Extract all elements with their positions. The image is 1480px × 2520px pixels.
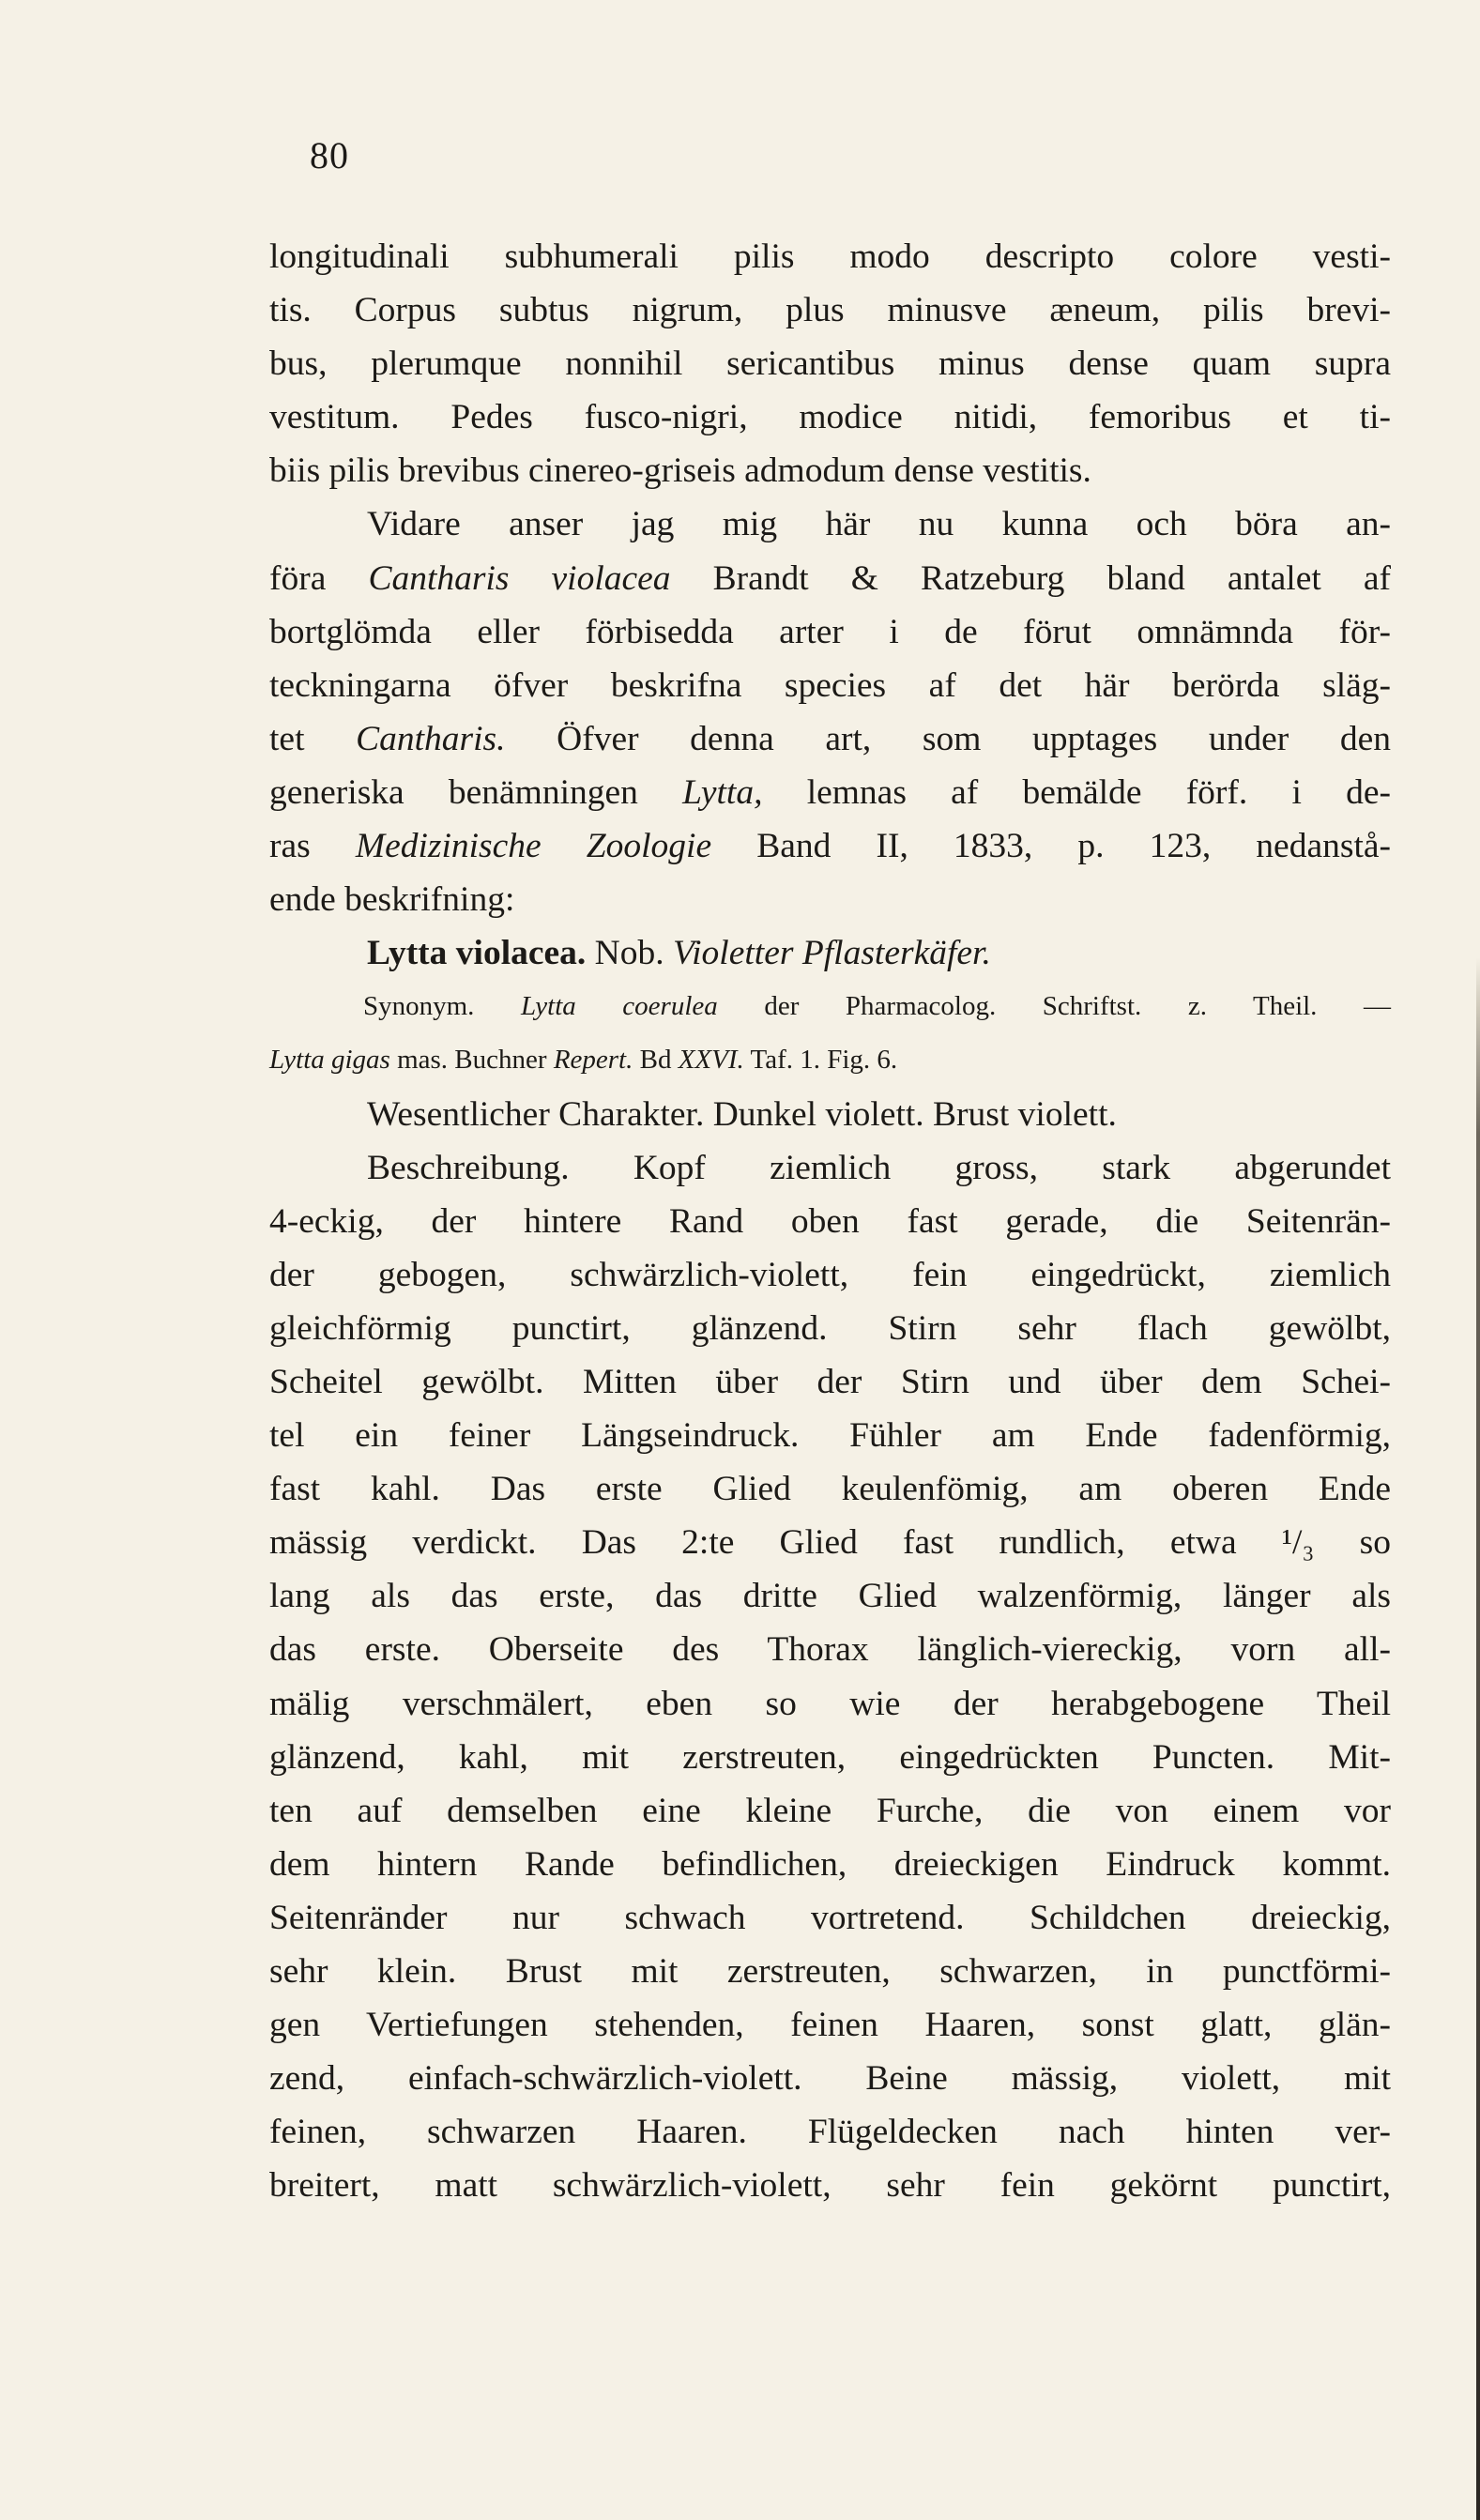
text-line xyxy=(269,712,1391,766)
text-run: Scheitel gewölbt. Mitten über der Stirn und über dem Schei- xyxy=(269,1362,1391,1401)
text-line xyxy=(269,1302,1391,1355)
text-run: 4-eckig, der hintere Rand oben fast gerade, die Seitenrän- xyxy=(269,1201,1391,1241)
text-run: Wesentlicher Charakter. Dunkel violett. Brust violett. xyxy=(367,1094,1117,1134)
text-line xyxy=(269,1088,1391,1141)
body-text xyxy=(269,230,1391,2212)
text-run: föra xyxy=(269,558,369,598)
text-line xyxy=(269,873,1391,926)
text-line xyxy=(269,1677,1391,1731)
text-run: Band II, 1833, p. 123, nedanstå- xyxy=(711,827,1391,866)
text-run: Nob. xyxy=(586,934,674,973)
text-line xyxy=(269,926,1391,980)
text-run: Seitenränder nur schwach vortretend. Schildchen dreieckig, xyxy=(269,1898,1391,1937)
text-line xyxy=(269,1623,1391,1676)
text-run: tel ein feiner Längseindruck. Fühler am Ende fadenförmig, xyxy=(269,1416,1391,1456)
text-line xyxy=(269,2105,1391,2159)
text-run: XXVI. xyxy=(678,1045,744,1076)
text-run: bortglömda eller förbisedda arter i de förut omnämnda för- xyxy=(269,612,1391,651)
text-run: Brandt & Ratzeburg bland antalet af xyxy=(670,558,1391,598)
text-line xyxy=(269,980,1391,1033)
text-run: ende beskrifning: xyxy=(269,880,515,920)
text-run: dem hintern Rande befindlichen, dreieckigen Eindruck kommt. xyxy=(269,1844,1391,1884)
text-run: mälig verschmälert, eben so wie der herabgebogene Theil xyxy=(269,1684,1391,1723)
text-run: Repert. xyxy=(553,1045,633,1076)
text-run: der gebogen, schwärzlich-violett, fein eingedrückt, ziemlich xyxy=(269,1255,1391,1294)
text-line xyxy=(269,1033,1391,1087)
text-run: tis. Corpus subtus nigrum, plus minusve æneum, pilis brevi- xyxy=(269,291,1391,330)
page-number: 80 xyxy=(310,134,349,176)
text-run: fast kahl. Das erste Glied keulenfömig, am oberen Ende xyxy=(269,1470,1391,1509)
text-line xyxy=(269,390,1391,444)
text-run: gen Vertiefungen stehenden, feinen Haaren, sonst glatt, glän- xyxy=(269,2006,1391,2045)
text-run: Violetter Pflasterkäfer. xyxy=(673,934,991,973)
text-run: Öfver denna art, som upptages under den xyxy=(505,719,1391,758)
text-line xyxy=(269,230,1391,283)
text-run: gleichförmig punctirt, glänzend. Stirn sehr flach gewölbt, xyxy=(269,1308,1391,1348)
text-run: mässig verdickt. Das 2:te Glied fast rundlich, etwa ¹/₃ so xyxy=(269,1523,1391,1563)
text-run: biis pilis brevibus cinereo-griseis admodum dense vestitis. xyxy=(269,451,1091,491)
text-run: lemnas af bemälde förf. i de- xyxy=(762,772,1391,812)
text-run: Lytta coerulea xyxy=(521,991,718,1022)
text-line xyxy=(269,1731,1391,1784)
text-run: bus, plerumque nonnihil sericantibus minus dense quam supra xyxy=(269,344,1391,384)
text-line xyxy=(269,1891,1391,1945)
text-run: breitert, matt schwärzlich-violett, sehr fein gekörnt punctirt, xyxy=(269,2166,1391,2206)
text-line xyxy=(269,819,1391,873)
text-line xyxy=(269,283,1391,337)
text-run: Lytta gigas xyxy=(269,1045,390,1076)
text-run: generiska benämningen xyxy=(269,772,683,812)
text-run: Taf. 1. Fig. 6. xyxy=(743,1045,898,1076)
text-line xyxy=(269,2159,1391,2212)
text-run: glänzend, kahl, mit zerstreuten, eingedrückten Puncten. Mit- xyxy=(269,1737,1391,1777)
text-run: zend, einfach-schwärzlich-violett. Beine mässig, violett, mit xyxy=(269,2059,1391,2099)
text-run: Beschreibung. Kopf ziemlich gross, stark abgerundet xyxy=(367,1148,1391,1187)
text-line xyxy=(269,1998,1391,2052)
text-run: Cantharis. xyxy=(356,719,506,758)
text-line xyxy=(269,1141,1391,1195)
text-line xyxy=(269,1195,1391,1248)
text-line xyxy=(269,1248,1391,1302)
text-run: das erste. Oberseite des Thorax länglich-viereckig, vorn all- xyxy=(269,1630,1391,1670)
text-run: Vidare anser jag mig här nu kunna och böra an- xyxy=(367,505,1391,544)
text-run: mas. Buchner xyxy=(389,1045,554,1076)
text-run: ras xyxy=(269,827,356,866)
text-line xyxy=(269,1355,1391,1409)
text-run: ten auf demselben eine kleine Furche, die von einem vor xyxy=(269,1791,1391,1830)
text-run: vestitum. Pedes fusco-nigri, modice nitidi, femoribus et ti- xyxy=(269,398,1391,437)
text-line xyxy=(269,1838,1391,1891)
page-edge-shadow xyxy=(1476,0,1480,2520)
text-line xyxy=(269,444,1391,497)
text-line xyxy=(269,1945,1391,1998)
text-run: Synonym. xyxy=(363,991,521,1022)
text-line xyxy=(269,1569,1391,1623)
text-line xyxy=(269,337,1391,390)
text-line xyxy=(269,497,1391,551)
text-run: longitudinali subhumerali pilis modo descripto colore vesti- xyxy=(269,237,1391,276)
text-line xyxy=(269,605,1391,659)
text-run: teckningarna öfver beskrifna species af det här berörda släg- xyxy=(269,665,1391,705)
text-run: Cantharis violacea xyxy=(368,558,671,598)
text-run: sehr klein. Brust mit zerstreuten, schwarzen, in punctförmi- xyxy=(269,1952,1391,1991)
text-run: tet xyxy=(269,719,357,758)
text-run: Medizinische Zoologie xyxy=(355,827,712,866)
text-line xyxy=(269,1462,1391,1516)
text-line xyxy=(269,1784,1391,1838)
text-run: der Pharmacolog. Schriftst. z. Theil. — xyxy=(717,991,1391,1022)
text-line xyxy=(269,1409,1391,1462)
text-line xyxy=(269,766,1391,819)
text-line xyxy=(269,659,1391,712)
text-run: lang als das erste, das dritte Glied walzenförmig, länger als xyxy=(269,1577,1391,1616)
text-run: Bd xyxy=(633,1045,679,1076)
text-line xyxy=(269,552,1391,605)
text-run: Lytta, xyxy=(682,772,763,812)
text-run: Lytta violacea. xyxy=(367,934,587,973)
text-line xyxy=(269,2052,1391,2105)
text-run: feinen, schwarzen Haaren. Flügeldecken nach hinten ver- xyxy=(269,2113,1391,2152)
text-line xyxy=(269,1516,1391,1569)
